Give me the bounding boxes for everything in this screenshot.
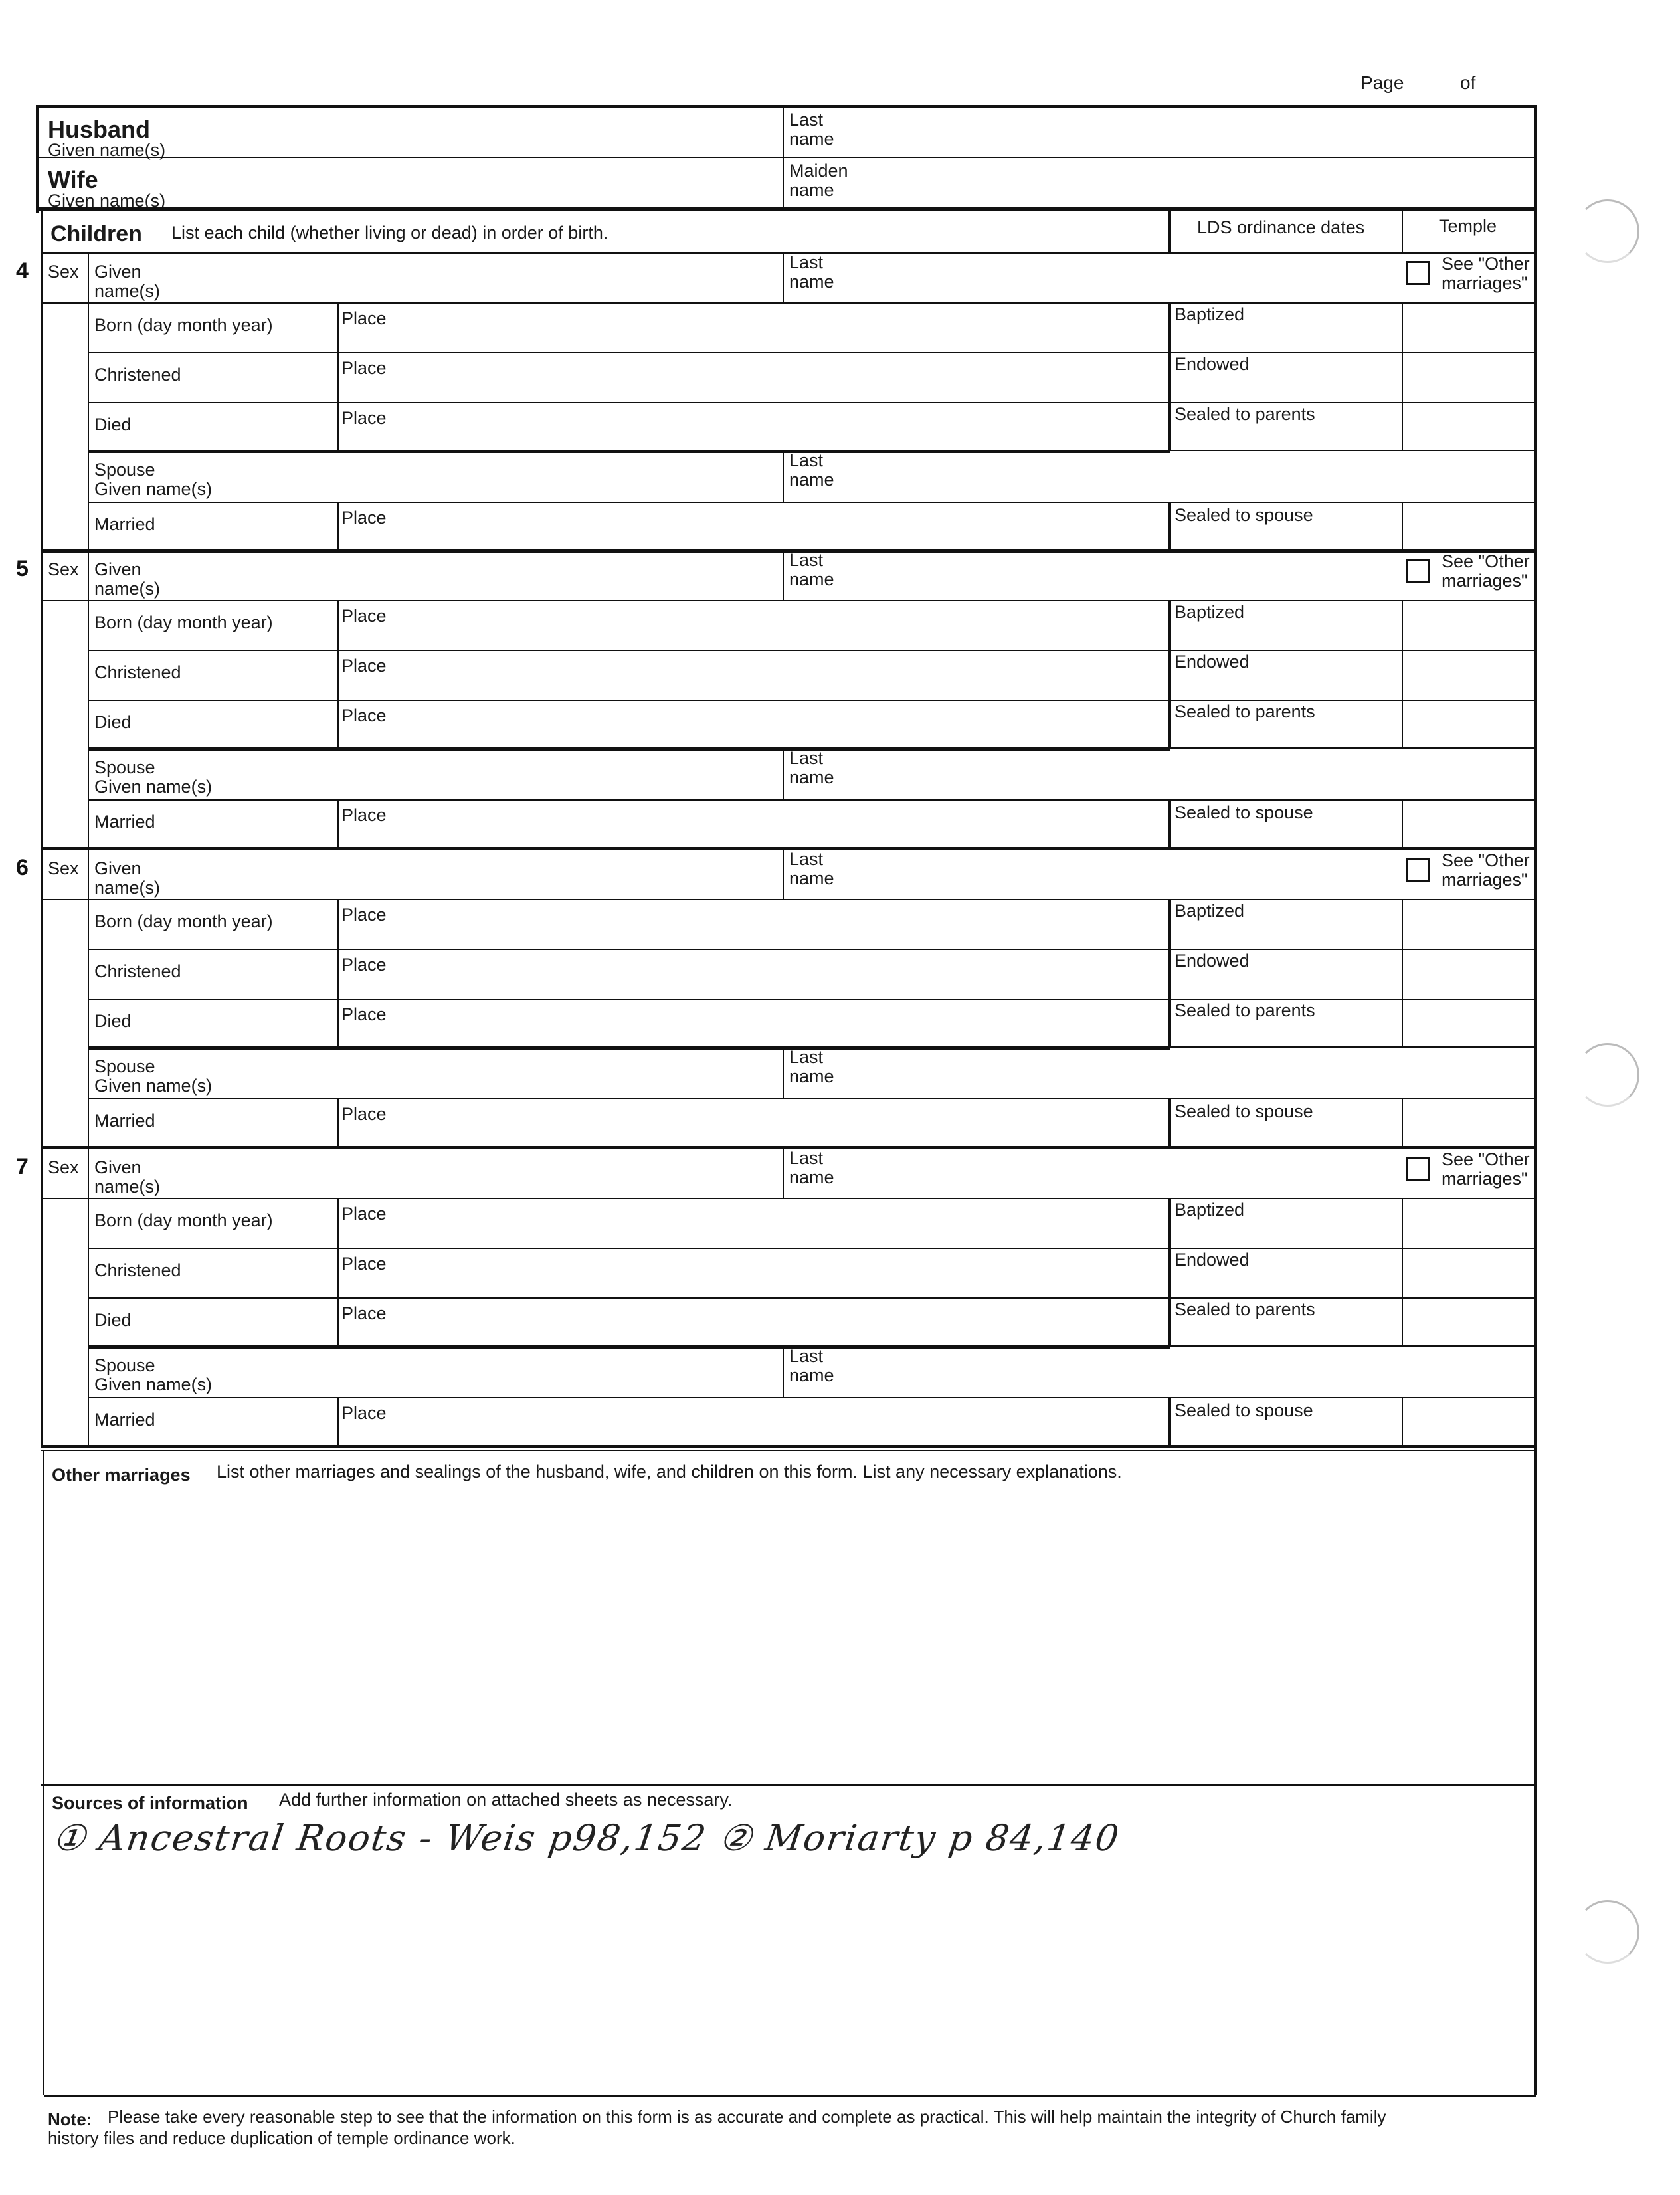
temple-divider-events — [1402, 302, 1403, 450]
spouse-last-label-1: Last — [789, 748, 824, 768]
born-place-field[interactable] — [399, 322, 1163, 349]
sealed-spouse-label: Sealed to spouse — [1174, 1101, 1313, 1121]
christened-temple-field[interactable] — [1406, 652, 1532, 696]
married-label: Married — [94, 1111, 155, 1131]
row-rule-spouse — [88, 1397, 1536, 1398]
last-label-2: name — [789, 868, 834, 888]
sources-instruction: Add further information on attached sheets as necessary. — [279, 1790, 733, 1810]
sources-handwritten-entry: ① Ancestral Roots - Weis p98,152 ② Moriarty p 84,140 — [50, 1817, 1123, 1859]
temple-divider-events — [1402, 1198, 1403, 1345]
lds-divider-married — [1168, 1397, 1171, 1446]
christened-ordinance-date-field[interactable] — [1174, 973, 1398, 995]
died-place-label: Place — [341, 408, 387, 428]
christened-label: Christened — [94, 961, 181, 981]
died-place-field[interactable] — [399, 719, 1163, 746]
temple-divider-married — [1402, 1397, 1403, 1446]
row-rule-christened — [88, 700, 1536, 701]
lds-divider-events — [1168, 1198, 1171, 1345]
born-temple-field[interactable] — [1406, 305, 1532, 349]
spouse-last-label-2: name — [789, 1066, 834, 1086]
wife-given-label: Given name(s) — [48, 191, 166, 211]
row-rule-died-left — [88, 1046, 1170, 1050]
born-place-label: Place — [341, 1204, 387, 1224]
place-divider-events — [337, 899, 339, 1046]
married-place-label: Place — [341, 1403, 387, 1423]
died-label: Died — [94, 1011, 132, 1031]
other-marriages-field[interactable] — [48, 1491, 1523, 1777]
christened-ordinance-date-field[interactable] — [1174, 1272, 1398, 1294]
born-ordinance-date-field[interactable] — [1174, 1222, 1398, 1244]
born-ordinance-label: Baptized — [1174, 602, 1245, 622]
sex-cell-bottom — [41, 899, 89, 900]
died-ordinance-date-field[interactable] — [1174, 1321, 1398, 1344]
married-place-label: Place — [341, 508, 387, 527]
born-temple-field[interactable] — [1406, 1200, 1532, 1244]
died-place-label: Place — [341, 1303, 387, 1323]
married-place-field[interactable] — [399, 1118, 1163, 1145]
died-place-field[interactable] — [399, 422, 1163, 448]
place-divider-married — [337, 1397, 339, 1446]
see-other-label-1: See "Other — [1442, 1149, 1530, 1169]
born-temple-field[interactable] — [1406, 902, 1532, 945]
temple-divider-events — [1402, 600, 1403, 747]
died-place-field[interactable] — [399, 1317, 1163, 1344]
died-place-field[interactable] — [399, 1018, 1163, 1045]
temple-header-divider — [1402, 209, 1403, 253]
born-ordinance-label: Baptized — [1174, 304, 1245, 324]
sealed-spouse-temple-field[interactable] — [1406, 1401, 1532, 1444]
born-label: Born (day month year) — [94, 315, 273, 335]
last-label-1: Last — [789, 1148, 824, 1168]
wife-divider — [783, 157, 784, 209]
spouse-last-field[interactable] — [864, 1351, 1528, 1393]
married-label: Married — [94, 812, 155, 832]
child-block-bottom — [41, 549, 1536, 553]
other-marriages-top-border — [41, 1450, 1536, 1451]
died-label: Died — [94, 712, 132, 732]
given-label-2: name(s) — [94, 1177, 161, 1196]
born-temple-field[interactable] — [1406, 603, 1532, 646]
born-ordinance-date-field[interactable] — [1174, 923, 1398, 945]
sealed-spouse-date-field[interactable] — [1174, 823, 1398, 846]
wife-maiden-label-1: Maiden — [789, 161, 848, 181]
other-marriages-checkbox[interactable] — [1406, 858, 1430, 882]
died-ordinance-label: Sealed to parents — [1174, 1001, 1315, 1020]
spouse-last-divider — [783, 450, 784, 502]
given-name-field[interactable] — [173, 856, 777, 896]
christened-place-label: Place — [341, 955, 387, 975]
sealed-spouse-label: Sealed to spouse — [1174, 505, 1313, 525]
row-rule-name — [88, 1198, 1536, 1199]
couple-left-border — [36, 105, 39, 213]
spouse-label-1: Spouse — [94, 757, 155, 777]
died-temple-field[interactable] — [1406, 702, 1532, 746]
born-label: Born (day month year) — [94, 911, 273, 931]
died-ordinance-label: Sealed to parents — [1174, 702, 1315, 721]
christened-ordinance-label: Endowed — [1174, 354, 1250, 374]
lds-divider-events — [1168, 899, 1171, 1046]
spouse-label-1: Spouse — [94, 1056, 155, 1076]
husband-wife-divider — [36, 157, 1536, 158]
spouse-given-field[interactable] — [239, 456, 777, 498]
christened-ordinance-date-field[interactable] — [1174, 674, 1398, 696]
christened-temple-field[interactable] — [1406, 355, 1532, 399]
note-text-line-2: history files and reduce duplication of temple ordinance work. — [48, 2128, 515, 2148]
children-header-left-border — [41, 209, 43, 253]
other-marriages-instruction: List other marriages and sealings of the husband, wife, and children on this form. List any necessary explanations. — [217, 1462, 1122, 1481]
last-label-1: Last — [789, 252, 824, 272]
children-top-border — [36, 207, 1536, 211]
married-place-label: Place — [341, 1104, 387, 1124]
row-rule-died-right — [1168, 1046, 1536, 1048]
lds-divider-married — [1168, 799, 1171, 848]
given-label-1: Given — [94, 262, 141, 282]
see-other-label-1: See "Other — [1442, 551, 1530, 571]
place-divider-married — [337, 1098, 339, 1147]
given-name-field[interactable] — [173, 1155, 777, 1195]
husband-divider — [783, 106, 784, 157]
born-ordinance-date-field[interactable] — [1174, 624, 1398, 646]
temple-divider-events — [1402, 899, 1403, 1046]
married-place-field[interactable] — [399, 1417, 1163, 1444]
children-instruction: List each child (whether living or dead) in order of birth. — [171, 223, 608, 242]
binder-hole-bottom — [1576, 1900, 1639, 1964]
row-rule-born — [88, 650, 1536, 651]
sex-label: Sex — [48, 858, 79, 878]
spouse-label-2: Given name(s) — [94, 1375, 213, 1394]
spouse-last-field[interactable] — [864, 455, 1528, 498]
christened-ordinance-label: Endowed — [1174, 951, 1250, 971]
spouse-last-field[interactable] — [864, 1052, 1528, 1094]
last-name-divider — [783, 551, 784, 600]
spouse-last-label-1: Last — [789, 1047, 824, 1067]
christened-place-label: Place — [341, 1254, 387, 1274]
lds-divider-married — [1168, 502, 1171, 551]
christened-ordinance-label: Endowed — [1174, 652, 1250, 672]
christened-place-field[interactable] — [399, 1268, 1163, 1294]
row-rule-christened — [88, 402, 1536, 403]
row-rule-name — [88, 600, 1536, 601]
row-rule-died-left — [88, 747, 1170, 751]
form-right-border — [1534, 105, 1537, 2095]
spouse-label-2: Given name(s) — [94, 1076, 213, 1096]
spouse-given-field[interactable] — [239, 1352, 777, 1393]
sealed-spouse-temple-field[interactable] — [1406, 1102, 1532, 1145]
christened-place-field[interactable] — [399, 670, 1163, 696]
last-label-2: name — [789, 1167, 834, 1187]
other-marriages-checkbox[interactable] — [1406, 261, 1430, 285]
last-label-1: Last — [789, 849, 824, 869]
child-left-border — [41, 850, 43, 1149]
page-of-label: of — [1460, 72, 1476, 93]
husband-title: Husband — [48, 116, 151, 143]
place-divider-married — [337, 502, 339, 551]
spouse-last-divider — [783, 1345, 784, 1397]
last-name-field[interactable] — [864, 556, 1395, 596]
row-rule-spouse — [88, 1098, 1536, 1099]
row-rule-spouse — [88, 799, 1536, 801]
sealed-spouse-temple-field[interactable] — [1406, 506, 1532, 548]
christened-place-field[interactable] — [399, 969, 1163, 995]
row-rule-died-right — [1168, 747, 1536, 749]
lower-left-border — [43, 1451, 44, 2095]
married-label: Married — [94, 514, 155, 534]
spouse-last-label-1: Last — [789, 450, 824, 470]
christened-ordinance-label: Endowed — [1174, 1250, 1250, 1270]
spouse-last-label-2: name — [789, 767, 834, 787]
married-place-field[interactable] — [399, 522, 1163, 548]
other-marriages-checkbox[interactable] — [1406, 559, 1430, 583]
see-other-label-2: marriages" — [1442, 870, 1528, 890]
christened-place-label: Place — [341, 358, 387, 378]
spouse-last-divider — [783, 747, 784, 799]
died-ordinance-date-field[interactable] — [1174, 723, 1398, 746]
sex-cell-bottom — [41, 302, 89, 304]
other-marriages-title: Other marriages — [52, 1465, 191, 1485]
sealed-spouse-date-field[interactable] — [1174, 525, 1398, 548]
spouse-last-field[interactable] — [864, 753, 1528, 795]
child-left-border — [41, 1149, 43, 1448]
christened-temple-field[interactable] — [1406, 951, 1532, 995]
lds-ordinance-header: LDS ordinance dates — [1197, 217, 1365, 237]
note-label: Note: — [48, 2109, 92, 2129]
given-label-2: name(s) — [94, 281, 161, 301]
christened-place-label: Place — [341, 656, 387, 676]
row-rule-christened — [88, 999, 1536, 1000]
form-bottom-border — [44, 2095, 1536, 2097]
child-number: 7 — [16, 1154, 29, 1179]
born-place-field[interactable] — [399, 620, 1163, 646]
born-ordinance-date-field[interactable] — [1174, 326, 1398, 349]
wife-title: Wife — [48, 166, 98, 193]
wife-maiden-field[interactable] — [864, 163, 1521, 203]
married-place-label: Place — [341, 805, 387, 825]
sex-field[interactable] — [44, 1178, 85, 1196]
child-number: 6 — [16, 855, 29, 880]
husband-given-label: Given name(s) — [48, 140, 166, 160]
binder-hole-top — [1576, 199, 1639, 263]
christened-label: Christened — [94, 662, 181, 682]
husband-last-label-2: name — [789, 129, 834, 149]
spouse-label-1: Spouse — [94, 460, 155, 480]
died-ordinance-date-field[interactable] — [1174, 1022, 1398, 1045]
married-label: Married — [94, 1410, 155, 1430]
born-place-label: Place — [341, 308, 387, 328]
christened-temple-field[interactable] — [1406, 1250, 1532, 1294]
married-place-field[interactable] — [399, 819, 1163, 846]
sealed-spouse-temple-field[interactable] — [1406, 803, 1532, 846]
row-rule-christened — [88, 1297, 1536, 1299]
row-rule-died-left — [88, 1345, 1170, 1349]
sealed-spouse-date-field[interactable] — [1174, 1421, 1398, 1444]
place-divider-events — [337, 302, 339, 450]
child-block-bottom — [41, 1146, 1536, 1149]
row-rule-died-right — [1168, 450, 1536, 451]
sex-cell-bottom — [41, 1198, 89, 1199]
spouse-last-divider — [783, 1046, 784, 1098]
born-place-field[interactable] — [399, 1218, 1163, 1244]
last-name-field[interactable] — [864, 258, 1395, 298]
child-number: 5 — [16, 556, 29, 581]
given-label-2: name(s) — [94, 579, 161, 599]
temple-divider-married — [1402, 1098, 1403, 1147]
row-rule-died-right — [1168, 1345, 1536, 1347]
spouse-last-label-2: name — [789, 470, 834, 490]
binder-hole-middle — [1576, 1043, 1639, 1107]
children-title: Children — [50, 221, 142, 246]
died-place-label: Place — [341, 1004, 387, 1024]
page-label: Page — [1360, 72, 1404, 93]
last-name-divider — [783, 850, 784, 899]
note-text-line-1: Please take every reasonable step to see that the information on this form is as accurate and complete as practical. This will help maintain the integrity of Church family — [108, 2107, 1386, 2127]
born-ordinance-label: Baptized — [1174, 901, 1245, 921]
given-label-1: Given — [94, 1157, 141, 1177]
row-rule-born — [88, 1248, 1536, 1249]
sealed-spouse-label: Sealed to spouse — [1174, 1400, 1313, 1420]
row-rule-name — [88, 899, 1536, 900]
christened-label: Christened — [94, 1260, 181, 1280]
last-name-divider — [783, 1149, 784, 1198]
given-name-field[interactable] — [173, 557, 777, 597]
born-ordinance-label: Baptized — [1174, 1200, 1245, 1220]
died-ordinance-label: Sealed to parents — [1174, 1299, 1315, 1319]
born-place-label: Place — [341, 606, 387, 626]
given-label-1: Given — [94, 858, 141, 878]
child-left-border — [41, 253, 43, 552]
spouse-given-field[interactable] — [239, 1053, 777, 1094]
husband-last-label-1: Last — [789, 110, 824, 130]
other-marriages-checkbox[interactable] — [1406, 1157, 1430, 1181]
temple-divider-married — [1402, 799, 1403, 848]
place-divider-events — [337, 1198, 339, 1345]
children-header-bottom — [41, 252, 1536, 254]
child-left-border — [41, 551, 43, 850]
sex-field[interactable] — [44, 879, 85, 898]
christened-place-field[interactable] — [399, 372, 1163, 399]
spouse-label-2: Given name(s) — [94, 777, 213, 797]
sex-field[interactable] — [44, 282, 85, 301]
died-temple-field[interactable] — [1406, 405, 1532, 448]
temple-divider-married — [1402, 502, 1403, 551]
last-label-2: name — [789, 569, 834, 589]
last-label-1: Last — [789, 550, 824, 570]
died-label: Died — [94, 1310, 132, 1330]
lds-divider-events — [1168, 600, 1171, 747]
sealed-spouse-label: Sealed to spouse — [1174, 803, 1313, 822]
row-rule-spouse — [88, 502, 1536, 503]
died-ordinance-date-field[interactable] — [1174, 426, 1398, 448]
died-temple-field[interactable] — [1406, 1300, 1532, 1344]
died-temple-field[interactable] — [1406, 1001, 1532, 1045]
row-rule-born — [88, 352, 1536, 353]
born-place-label: Place — [341, 905, 387, 925]
born-place-field[interactable] — [399, 919, 1163, 945]
christened-ordinance-date-field[interactable] — [1174, 376, 1398, 399]
husband-last-field[interactable] — [864, 113, 1521, 153]
sources-field[interactable] — [48, 1817, 1523, 2083]
spouse-last-label-2: name — [789, 1365, 834, 1385]
spouse-last-label-1: Last — [789, 1346, 824, 1366]
given-label-1: Given — [94, 559, 141, 579]
died-place-label: Place — [341, 706, 387, 725]
row-rule-died-left — [88, 450, 1170, 453]
born-label: Born (day month year) — [94, 613, 273, 632]
sex-field[interactable] — [44, 580, 85, 599]
lds-header-divider — [1168, 209, 1171, 253]
child-block-bottom — [41, 1445, 1536, 1448]
temple-header: Temple — [1439, 216, 1497, 236]
died-ordinance-label: Sealed to parents — [1174, 404, 1315, 424]
christened-label: Christened — [94, 365, 181, 385]
form-top-border — [36, 105, 1536, 108]
last-name-field[interactable] — [864, 1154, 1395, 1194]
see-other-label-2: marriages" — [1442, 571, 1528, 591]
see-other-label-1: See "Other — [1442, 850, 1530, 870]
see-other-label-2: marriages" — [1442, 273, 1528, 293]
see-other-label-2: marriages" — [1442, 1169, 1528, 1189]
spouse-given-field[interactable] — [239, 754, 777, 795]
see-other-label-1: See "Other — [1442, 254, 1530, 274]
spouse-label-1: Spouse — [94, 1355, 155, 1375]
lds-divider-events — [1168, 302, 1171, 450]
sex-label: Sex — [48, 1157, 79, 1177]
last-name-divider — [783, 253, 784, 302]
last-label-2: name — [789, 272, 834, 292]
sex-label: Sex — [48, 559, 79, 579]
given-name-field[interactable] — [173, 260, 777, 300]
last-name-field[interactable] — [864, 855, 1395, 895]
place-divider-married — [337, 799, 339, 848]
sealed-spouse-date-field[interactable] — [1174, 1122, 1398, 1145]
row-rule-name — [88, 302, 1536, 304]
wife-maiden-label-2: name — [789, 180, 834, 200]
child-block-bottom — [41, 847, 1536, 850]
died-label: Died — [94, 415, 132, 434]
sources-title: Sources of information — [52, 1793, 248, 1813]
sex-cell-bottom — [41, 600, 89, 601]
husband-given-field[interactable] — [199, 140, 777, 162]
lds-divider-married — [1168, 1098, 1171, 1147]
sex-label: Sex — [48, 262, 79, 282]
child-number: 4 — [16, 258, 29, 284]
spouse-label-2: Given name(s) — [94, 479, 213, 499]
row-rule-born — [88, 949, 1536, 950]
place-divider-events — [337, 600, 339, 747]
born-label: Born (day month year) — [94, 1210, 273, 1230]
sources-top-border — [41, 1784, 1536, 1786]
given-label-2: name(s) — [94, 878, 161, 898]
